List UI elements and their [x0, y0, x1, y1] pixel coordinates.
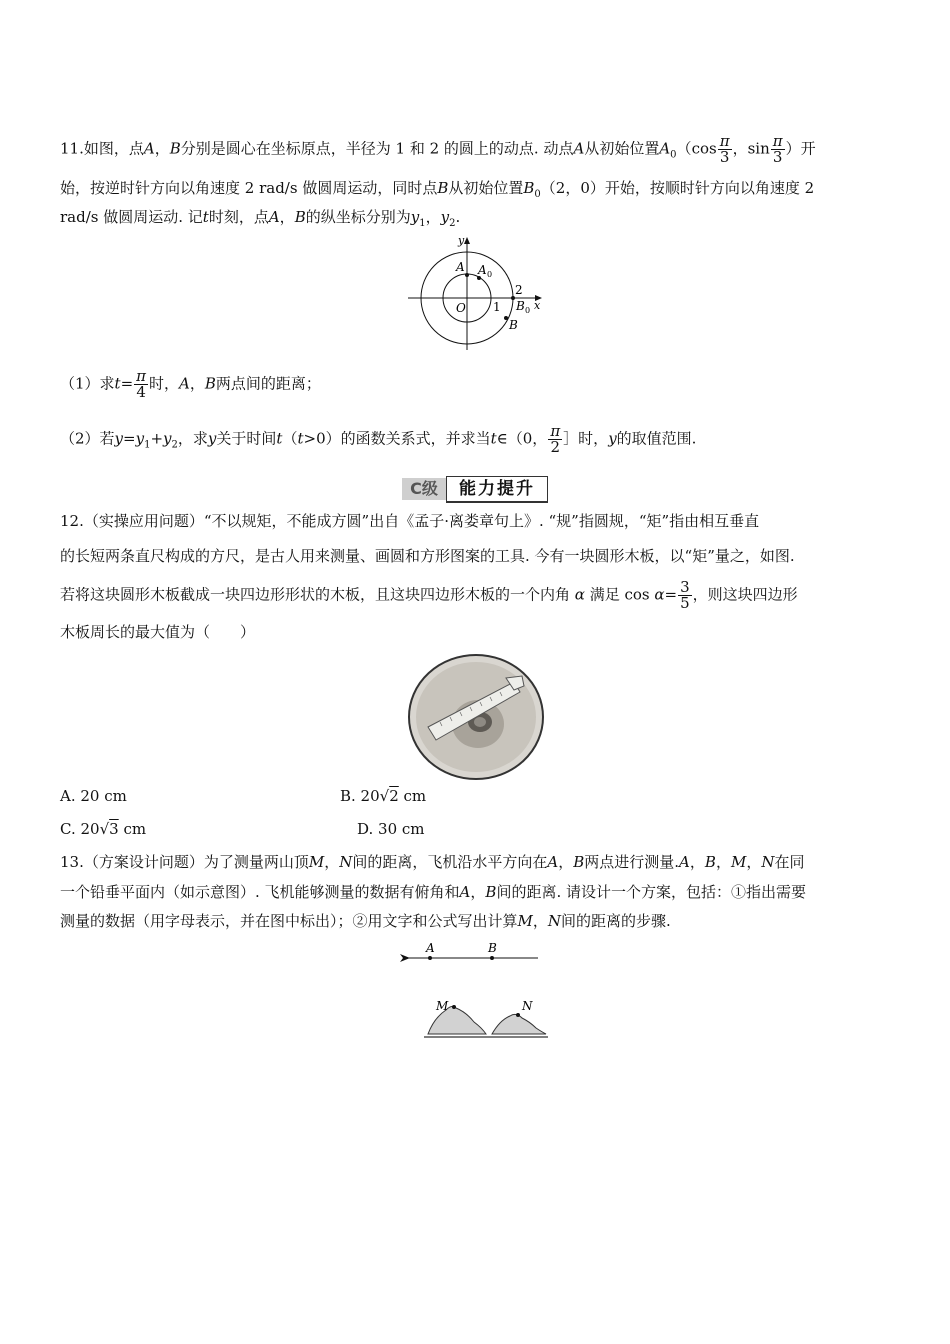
- q12-line-3: 若将这块圆形木板截成一块四边形形状的木板，且这块四边形木板的一个内角 α 满足 cos α= $\frac{3}{5}$ ，则这块四边形: [60, 578, 798, 612]
- q11-part-2: （2）若$y=y_1+y_2$，求y关于时间t（t>0）的函数关系式，并求当t∈（0， $\frac{\pi}{2}$ ］时，y的取值范围.: [60, 422, 697, 456]
- q12-line-1: 12.（实操应用问题）“不以规矩，不能成方圆”出自《孟子·离娄章句上》. “规”指圆规，“矩”指由相互垂直: [60, 512, 760, 530]
- option-d[interactable]: D. 30 cm: [357, 820, 425, 838]
- q11-line-1: 11.如图，点A，B分别是圆心在坐标原点，半径为 1 和 2 的圆上的动点. 动点A从初始位置$A_0(\cos$ $\frac{\pi}{3}$ ，sin $\frac{\pi}{3}$ ）开: [60, 132, 816, 166]
- q13-line-2: 一个铅垂平面内（如示意图）. 飞机能够测量的数据有俯角和A，B间的距离. 请设计一个方案，包括：①指出需要: [60, 883, 806, 901]
- q12-line-2: 的长短两条直尺构成的方尺，是古人用来测量、画圆和方形图案的工具. 今有一块圆形木板，以“矩”量之，如图.: [60, 547, 795, 565]
- q13-line-1: 13.（方案设计问题）为了测量两山顶M，N间的距离，飞机沿水平方向在A，B两点进行测量.A，B，M，N在同: [60, 853, 805, 871]
- level-c-banner: [402, 476, 550, 502]
- level-title: 能力提升: [446, 476, 548, 503]
- point-B0-label: B: [516, 299, 525, 313]
- option-c[interactable]: C. 20√3 cm: [60, 820, 147, 838]
- point-M-label: M: [436, 999, 449, 1013]
- x-axis-label: x: [534, 299, 541, 312]
- origin-label: O: [456, 301, 466, 315]
- point-N-label: N: [522, 999, 533, 1013]
- pi-over-3-fraction: $\frac{\pi}{3}$: [719, 132, 730, 166]
- point-B-label: B: [488, 941, 497, 955]
- point-A-label: A: [456, 260, 465, 274]
- pi-over-4-fraction: $\frac{\pi}{4}$: [136, 367, 147, 401]
- pi-over-3-fraction: $\frac{\pi}{3}$: [772, 132, 783, 166]
- q11-line-2: 始，按逆时针方向以角速度 2 rad/s 做圆周运动，同时点B从初始位置$B_0(2$，0）开始，按顺时针方向以角速度 2: [60, 179, 815, 200]
- sqrt-symbol: √: [379, 787, 390, 805]
- option-a[interactable]: A. 20 cm: [60, 787, 127, 805]
- radius-2-label: 2: [515, 283, 523, 297]
- radius-1-label: 1: [493, 300, 501, 314]
- point-B-label: B: [509, 318, 518, 332]
- option-b[interactable]: B. 20√2 cm: [340, 787, 427, 805]
- point-A-label: A: [426, 941, 435, 955]
- point-A0-label: A: [478, 263, 487, 277]
- y-axis-label: y: [458, 234, 465, 247]
- circle-diagram: [400, 232, 550, 352]
- sqrt-symbol: √: [99, 820, 110, 838]
- q13-line-3: 测量的数据（用字母表示，并在图中标出）；②用文字和公式写出计算M，N间的距离的步骤.: [60, 912, 671, 930]
- pi-over-2-fraction: $\frac{\pi}{2}$: [550, 422, 561, 456]
- plane-icon: [400, 954, 410, 962]
- q11-line-3: rad/s 做圆周运动. 记t时刻，点A，B的纵坐标分别为$y_1$，$y_2$.: [60, 208, 461, 229]
- svg-text:0: 0: [525, 306, 531, 315]
- q12-line-4: 木板周长的最大值为（ ）: [60, 623, 256, 641]
- level-badge: C级: [402, 478, 446, 500]
- q11-part-1: （1）求t= $\frac{\pi}{4}$ 时，A，B两点间的距离；: [60, 367, 321, 401]
- mountain-plane-diagram: [396, 938, 556, 1046]
- three-fifths-fraction: $\frac{3}{5}$: [680, 578, 690, 612]
- svg-text:0: 0: [487, 270, 493, 279]
- wooden-board-photo: [406, 652, 546, 782]
